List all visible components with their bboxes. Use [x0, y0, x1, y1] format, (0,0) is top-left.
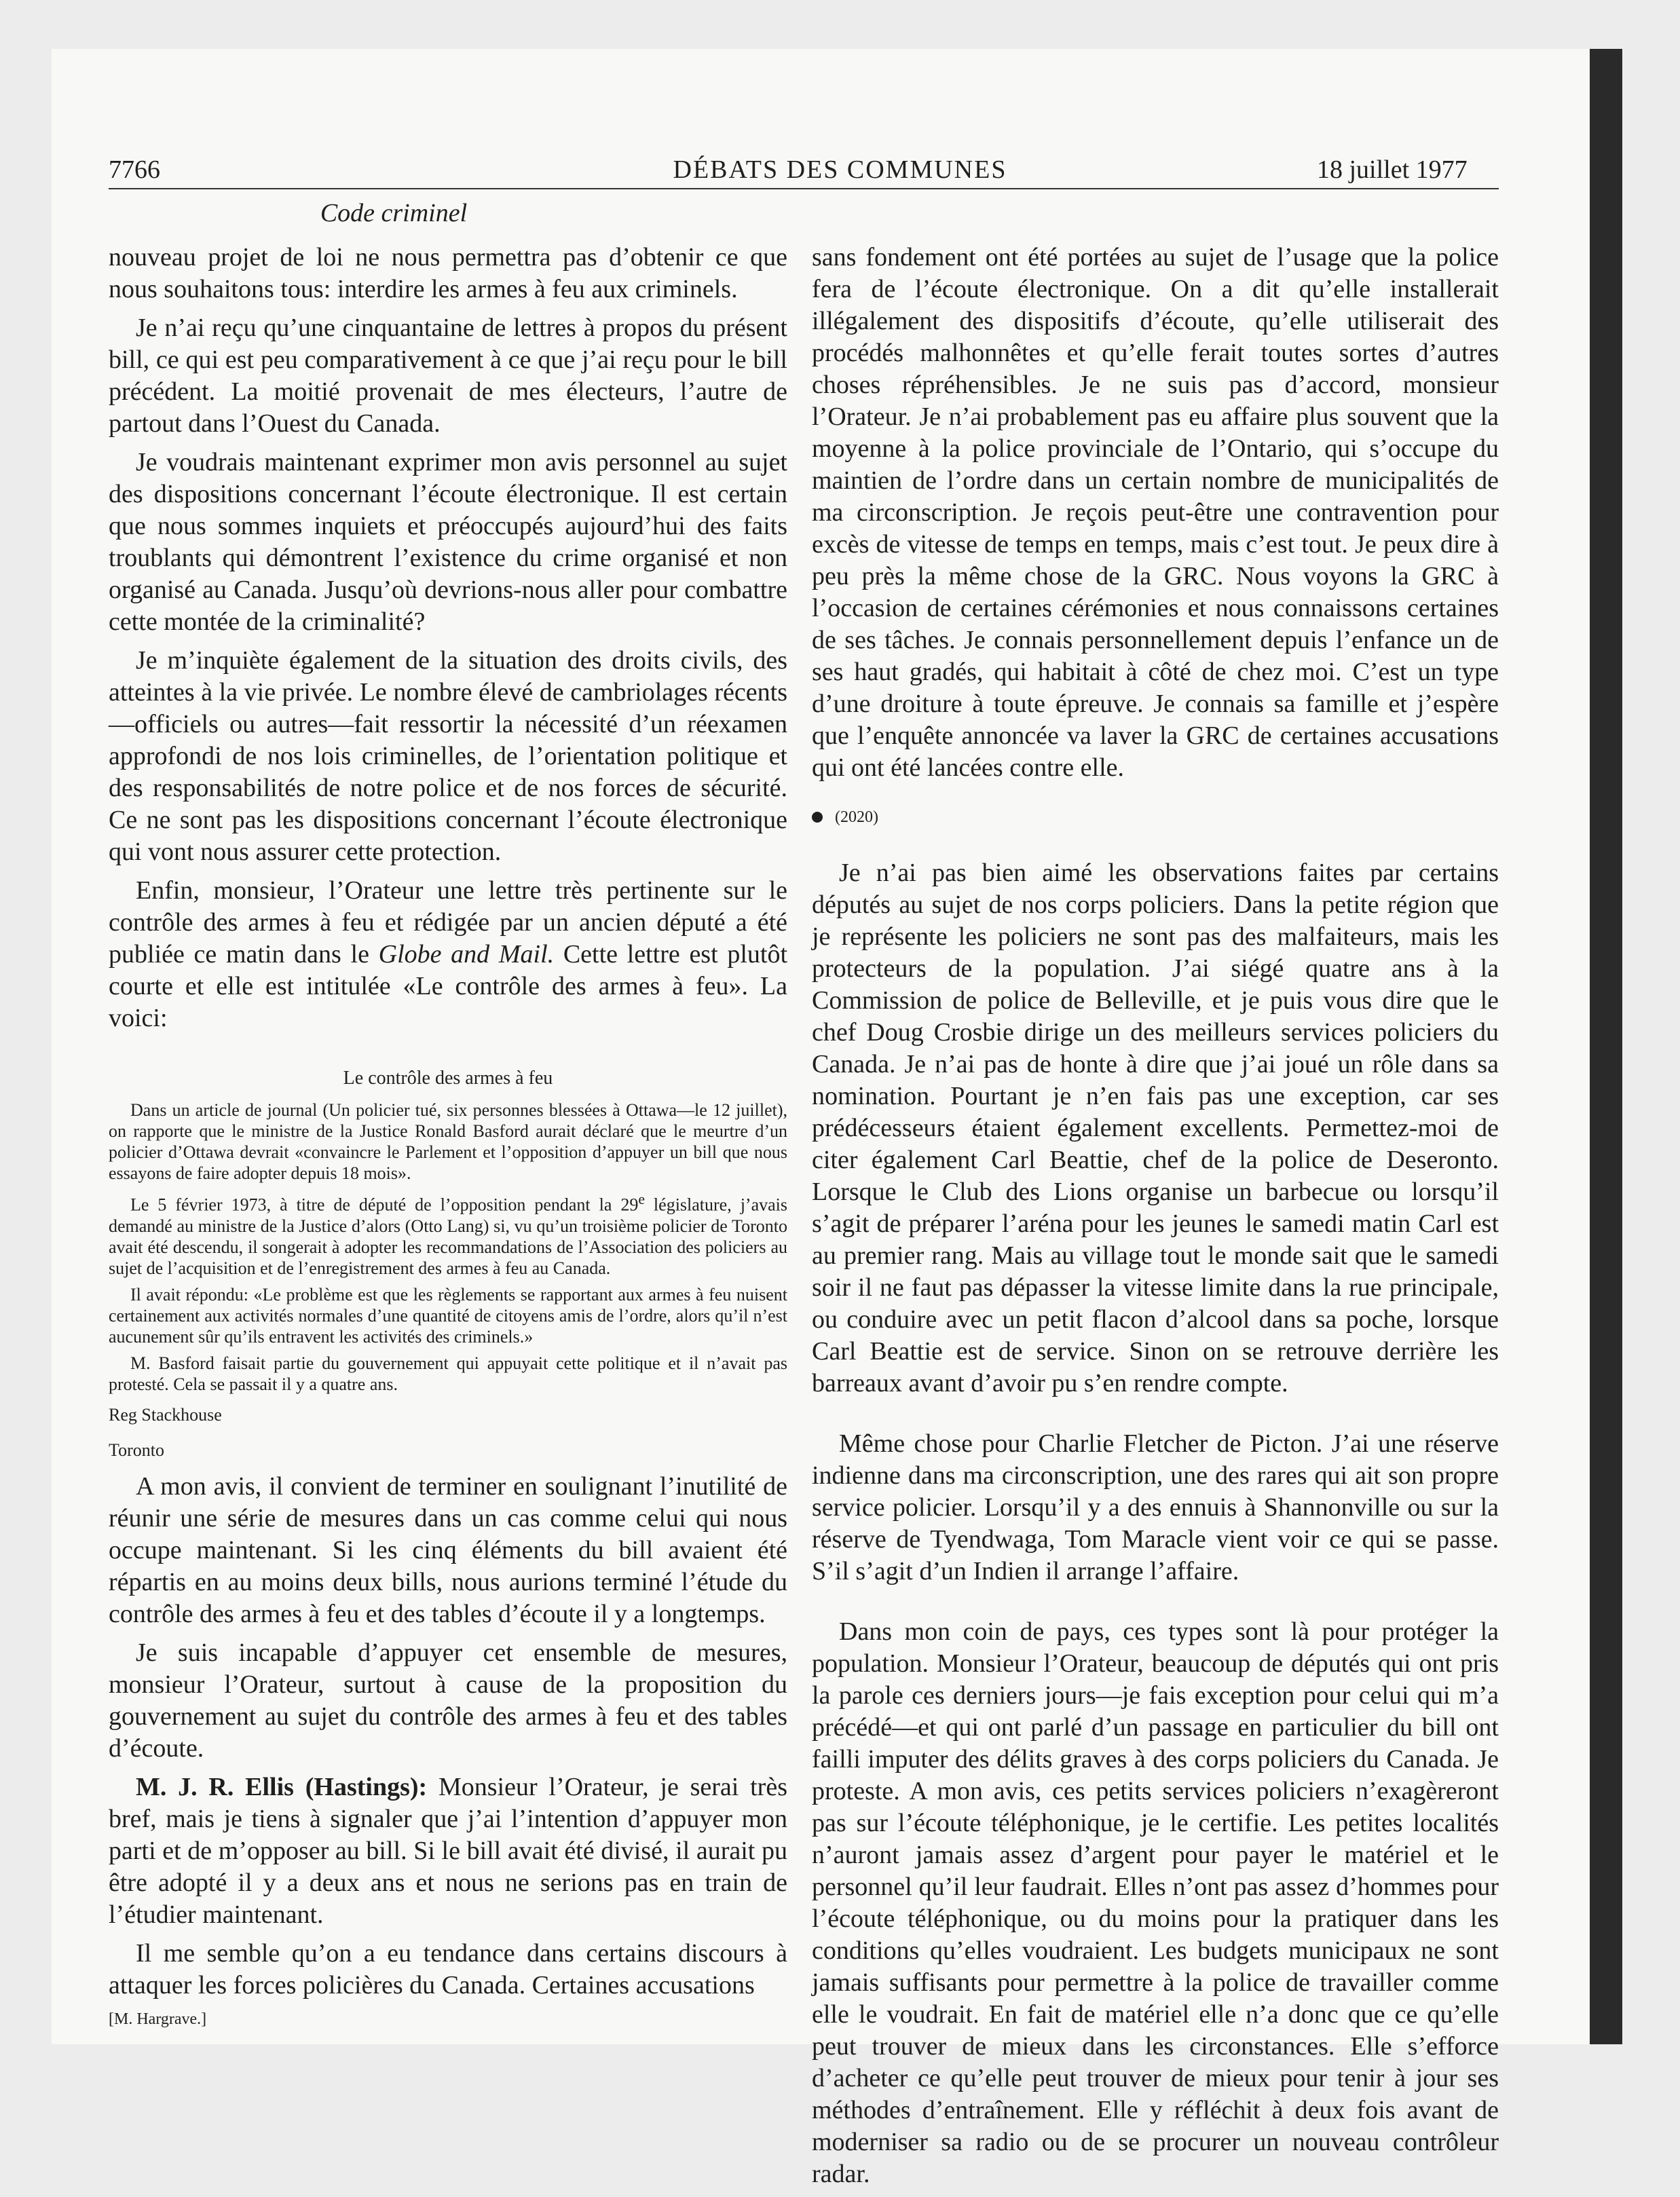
- journal-title: DÉBATS DES COMMUNES: [673, 155, 1007, 184]
- paragraph: Je n’ai pas bien aimé les observations faites par certains députés au sujet de nos corps policiers. Dans la petite région que je représente les policiers ne sont pas des malfaiteurs, mais les protecteurs de la population. J’ai siégé quatre ans à la Commission de police de Belleville, et je puis vous dire que le chef Doug Crosbie dirige un des meilleurs services policiers du Canada. Je n’ai pas de honte à dire que j’ai joué un rôle dans sa nomination. Pourtant je n’en fais pas une exception, car ses prédécesseurs étaient également excellents. Permettez-moi de citer également Carl Beattie, chef de la police de Deseronto. Lorsque le Club des Lions organise un barbecue ou lorsqu’il s’agit de préparer l’aréna pour les jeunes le samedi matin Carl est au premier rang. Mais au village tout le monde sait que le samedi soir il ne faut pas dépasser la vitesse limite dans la rue principale, ou conduire avec un petit flacon d’alcool dans sa poche, lorsque Carl Beattie est de service. Sinon on se retrouve derrière les barreaux avant d’avoir pu s’en rendre compte.: [812, 859, 1499, 1397]
- header-rule: [109, 188, 1499, 189]
- left-column: [109, 242, 787, 2037]
- paragraph: Dans mon coin de pays, ces types sont là pour protéger la population. Monsieur l’Orateur, beaucoup de députés qui ont pris la parole ces derniers jours—je fais exception pour celui qui m’a précédé—et qui ont parlé d’un passage en particulier du bill ont failli imputer des délits graves à des corps policiers du Canada. Je proteste. A mon avis, ces petits services policiers n’exagèreront pas sur l’écoute téléphonique, je le certifie. Les petites localités n’auront jamais assez d’argent pour payer le matériel et le personnel qu’il leur faudrait. Elles n’ont pas assez d’hommes pour l’écoute téléphonique, ou du moins pour la pratiquer dans les conditions qu’elles voudraient. Les budgets municipaux ne sont jamais suffisants pour permettre à la police de travailler comme elle le voudrait. En fait de matériel elle n’a donc que ce qu’elle peut trouver de mieux dans les circonstances. Elle s’efforce d’acheter ce qu’elle peut trouver de mieux pour tenir à jour ses méthodes d’entraînement. Elle y réfléchit à deux fois avant de moderniser sa radio ou de se procurer un nouveau contrôleur radar.: [812, 1617, 1499, 2188]
- text-run: législature, j’avais demandé au ministre de la Justice d’alors (Otto Lang) si, vu qu’un troisième policier de Toronto avait été descendu, il songerait à adopter les recommandations de l’Association des policiers au sujet de l’acquisition et de l’enregistrement des armes à feu au Canada.: [109, 1195, 787, 1278]
- paragraph: Je voudrais maintenant exprimer mon avis personnel au sujet des dispositions concernant l’écoute électronique. Il est certain que nous sommes inquiets et préoccupés aujourd’hui des faits troublants qui démontrent l’existence du crime organisé et non organisé au Canada. Jusqu’où devrions-nous aller pour combattre cette montée de la criminalité?: [109, 448, 787, 636]
- scan-edge: [1590, 49, 1622, 2044]
- paragraph: Même chose pour Charlie Fletcher de Picton. J’ai une réserve indienne dans ma circonscription, une des rares qui ait son propre service policier. Lorsqu’il y a des ennuis à Shannonville ou sur la réserve de Tyendwaga, Tom Maracle vient voir ce qui se passe. S’il s’agit d’un Indien il arrange l’affaire.: [812, 1429, 1499, 1585]
- text-run: Monsieur l’Orateur, je serai très bref, mais je tiens à signaler que j’ai l’intention d’appuyer mon parti et de m’opposer au bill. Si le bill avait été divisé, il aurait pu être adopté il y a deux ans et nous ne serions pas en train de l’étudier maintenant.: [109, 1772, 787, 1929]
- paragraph: [109, 1771, 787, 1931]
- time-marker-text: (2020): [835, 808, 878, 826]
- newspaper-name: Globe and Mail.: [378, 940, 555, 969]
- speaker-name: M. J. R. Ellis (Hastings):: [136, 1772, 428, 1801]
- letter-paragraph: [109, 1189, 787, 1279]
- bullet-icon: [812, 812, 823, 823]
- paragraph: Il me semble qu’on a eu tendance dans certains discours à attaquer les forces policières du Canada. Certaines accusations: [109, 1938, 787, 1999]
- signature-city: Toronto: [109, 1440, 164, 1460]
- paragraph: Je suis incapable d’appuyer cet ensemble de mesures, monsieur l’Orateur, surtout à cause de la proposition du gouvernement au sujet du contrôle des armes à feu et des tables d’écoute.: [109, 1638, 787, 1763]
- paragraph: A mon avis, il convient de terminer en soulignant l’inutilité de réunir une série de mesures dans un cas comme celui qui nous occupe maintenant. Si les cinq éléments du bill avaient été répartis en au moins deux bills, nous aurions terminé l’étude du contrôle des armes à feu et des tables d’écoute il y a longtemps.: [109, 1471, 787, 1628]
- signature-name: Reg Stackhouse: [109, 1404, 222, 1425]
- right-column: [812, 242, 1499, 2197]
- paragraph: sans fondement ont été portées au sujet de l’usage que la police fera de l’écoute électronique. On a dit qu’elle installerait illégalement des dispositifs d’écoute, qu’elle utiliserait des procédés malhonnêtes et qu’elle ferait toutes sortes d’autres choses répréhensibles. Je ne suis pas d’accord, monsieur l’Orateur. Je n’ai probablement pas eu affaire plus souvent que la moyenne à la police provinciale de l’Ontario, qui s’occupe du maintien de l’ordre dans un certain nombre de municipalités de ma circonscription. Je reçois peut-être une contravention pour excès de vitesse de temps en temps, mais c’est tout. Je peux dire à peu près la même chose de la GRC. Nous voyons la GRC à l’occasion de certaines cérémonies et nous connaissons certaines de ses tâches. Je connais personnellement depuis l’enfance un de ses haut gradés, qui habitait à côté de chez moi. C’est un type d’une droiture à toute épreuve. Je connais sa famille et j’espère que l’enquête annoncée va laver la GRC de certaines accusations qui ont été lancées contre elle.: [812, 243, 1499, 782]
- text-run: Enfin, monsieur, l’Orateur une lettre très pertinente sur le contrôle des armes à feu et rédigée par un ancien député a été publiée ce matin dans le: [109, 876, 787, 969]
- page-number: 7766: [109, 155, 160, 184]
- section-title: Code criminel: [320, 199, 468, 227]
- paragraph: nouveau projet de loi ne nous permettra pas d’obtenir ce que nous souhaitons tous: interdire les armes à feu aux criminels.: [109, 243, 787, 303]
- letter-paragraph: Dans un article de journal (Un policier tué, six personnes blessées à Ottawa—le 12 juillet), on rapporte que le ministre de la Justice Ronald Basford aurait déclaré que le meurtre d’un policier d’Ottawa devrait «convaincre le Parlement et l’opposition d’appuyer un bill que nous essayons de faire adopter depuis 18 mois».: [109, 1100, 787, 1183]
- letter-paragraph: M. Basford faisait partie du gouvernement qui appuyait cette politique et il n’avait pas protesté. Cela se passait il y a quatre ans.: [109, 1353, 787, 1394]
- letter-title: Le contrôle des armes à feu: [343, 1068, 553, 1089]
- text-run: Le 5 février 1973, à titre de député de l’opposition pendant la 29: [130, 1195, 639, 1215]
- paragraph: Je m’inquiète également de la situation des droits civils, des atteintes à la vie privée. Le nombre élevé de cambriolages récents—officiels ou autres—fait ressortir la nécessité d’un réexamen approfondi de nos lois criminelles, de l’orientation politique et des responsabilités de notre police et de nos forces de sécurité. Ce ne sont pas les dispositions concernant l’écoute électronique qui vont nous assurer cette protection.: [109, 646, 787, 866]
- superscript: e: [638, 1191, 645, 1207]
- letter-paragraph: Il avait répondu: «Le problème est que les règlements se rapportant aux armes à feu nuisent certainement aux activités normales d’une quantité de citoyens amis de l’ordre, alors qu’il n’est aucunement sûr qu’ils entravent les activités des criminels.»: [109, 1284, 787, 1347]
- time-marker: [812, 807, 1499, 827]
- paragraph: [109, 875, 787, 1034]
- paragraph: Je n’ai reçu qu’une cinquantaine de lettres à propos du présent bill, ce qui est peu comparativement à ce que j’ai reçu pour le bill précédent. La moitié provenait de mes électeurs, l’autre de partout dans l’Ouest du Canada.: [109, 314, 787, 438]
- page-date: 18 juillet 1977: [1317, 155, 1468, 184]
- quoted-letter: [109, 1100, 787, 1465]
- text-run: Cette lettre est plutôt courte et elle est intitulée «Le contrôle des armes à feu». La voici:: [109, 940, 788, 1032]
- speaker-reference: [M. Hargrave.]: [109, 2010, 207, 2028]
